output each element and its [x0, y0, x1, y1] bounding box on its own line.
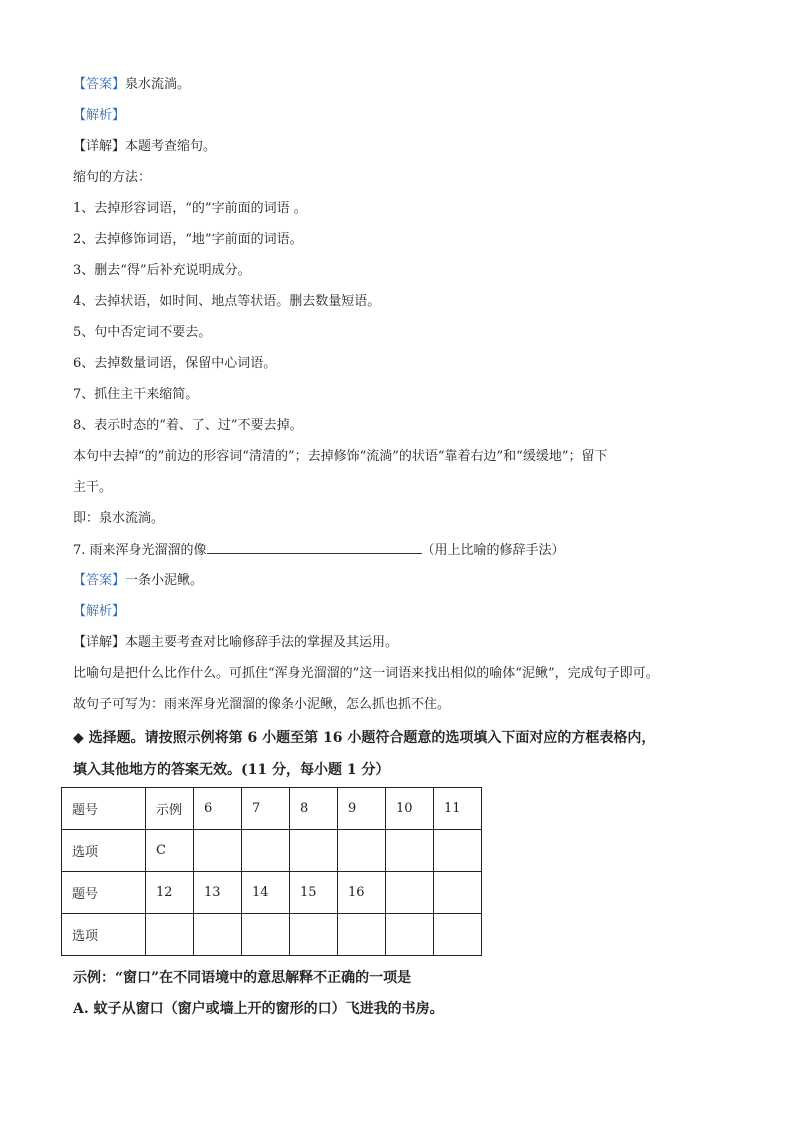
table-cell[interactable]	[242, 830, 290, 872]
table-cell: 8	[290, 788, 338, 830]
table-cell	[434, 872, 482, 914]
table-row	[62, 788, 482, 830]
example-question: 示例：“窗口”在不同语境中的意思解释不正确的一项是	[73, 970, 412, 986]
table-cell: 16	[338, 872, 386, 914]
method-heading: 缩句的方法：	[73, 170, 152, 185]
answer-blank[interactable]	[207, 541, 422, 554]
method-item-1: 1、去掉形容词语，“的”字前面的词语 。	[73, 201, 307, 216]
detail-tag: 【详解】	[73, 635, 126, 650]
table-row	[62, 830, 482, 872]
table-cell: 13	[194, 872, 242, 914]
table-row	[62, 872, 482, 914]
answer-line-2	[73, 572, 203, 590]
option-a: A. 蚊子从窗口（窗户或墙上开的窗形的口）飞进我的书房。	[73, 1001, 444, 1017]
analysis-tag-line-2	[73, 603, 125, 621]
question-7-hint: （用上比喻的修辞手法）	[421, 543, 565, 558]
method-item-5: 5、句中否定词不要去。	[73, 325, 212, 340]
method-item-2: 2、去掉修饰词语，“地”字前面的词语。	[73, 232, 303, 247]
section-heading-2: 填入其他地方的答案无效。(11 分，每小题 1 分）	[73, 762, 390, 778]
explanation-line-2: 主干。	[73, 480, 113, 495]
detail-tag: 【详解】	[73, 139, 126, 154]
table-cell: 10	[386, 788, 434, 830]
method-item-4: 4、去掉状语，如时间、地点等状语。删去数量短语。	[73, 294, 381, 309]
table-cell[interactable]	[434, 914, 482, 956]
detail-line-1	[73, 138, 216, 156]
table-cell: 9	[338, 788, 386, 830]
table-cell[interactable]	[290, 830, 338, 872]
table-cell[interactable]	[290, 914, 338, 956]
answer-line-1	[73, 76, 190, 94]
answer-text: 一条小泥鳅。	[125, 573, 204, 588]
metaphor-example: 故句子可写为：雨来浑身光溜溜的像条小泥鳅，怎么抓也抓不住。	[73, 697, 451, 712]
detail-text: 本题主要考查对比喻修辞手法的掌握及其运用。	[125, 635, 399, 650]
method-item-3: 3、删去“得”后补充说明成分。	[73, 263, 251, 278]
table-cell: 选项	[62, 914, 146, 956]
table-cell: 7	[242, 788, 290, 830]
detail-text: 本题考查缩句。	[125, 139, 217, 154]
explanation-line-1: 本句中去掉“的”前边的形容词“清清的”；去掉修饰“流淌”的状语“靠着右边”和“缓缓地”；留下	[73, 449, 608, 464]
table-cell: 选项	[62, 830, 146, 872]
table-cell[interactable]	[386, 830, 434, 872]
detail-line-2	[73, 634, 398, 652]
table-cell: 示例	[146, 788, 194, 830]
table-cell[interactable]	[146, 914, 194, 956]
table-cell[interactable]	[242, 914, 290, 956]
method-item-7: 7、抓住主干来缩简。	[73, 387, 199, 402]
analysis-tag: 【解析】	[73, 108, 126, 123]
result-line: 即：泉水流淌。	[73, 511, 165, 526]
table-cell[interactable]	[386, 914, 434, 956]
table-cell[interactable]: C	[146, 830, 194, 872]
answer-tag: 【答案】	[73, 573, 126, 588]
table-cell	[386, 872, 434, 914]
table-cell: 6	[194, 788, 242, 830]
table-cell: 11	[434, 788, 482, 830]
analysis-tag: 【解析】	[73, 604, 126, 619]
question-7-text: 7. 雨来浑身光溜溜的像	[73, 543, 207, 558]
table-cell: 14	[242, 872, 290, 914]
table-cell: 12	[146, 872, 194, 914]
table-row	[62, 914, 482, 956]
answer-text: 泉水流淌。	[125, 77, 191, 92]
method-item-8: 8、表示时态的“着、了、过”不要去掉。	[73, 418, 303, 433]
table-cell[interactable]	[338, 914, 386, 956]
answer-grid	[61, 787, 482, 956]
analysis-tag-line-1	[73, 107, 125, 125]
table-cell[interactable]	[194, 830, 242, 872]
section-heading-1: ◆ 选择题。请按照示例将第 6 小题至第 16 小题符合题意的选项填入下面对应的方框表格内，	[73, 730, 656, 746]
answer-tag: 【答案】	[73, 77, 126, 92]
table-cell[interactable]	[194, 914, 242, 956]
table-cell: 题号	[62, 872, 146, 914]
table-cell: 15	[290, 872, 338, 914]
method-item-6: 6、去掉数量词语，保留中心词语。	[73, 356, 277, 371]
metaphor-explanation: 比喻句是把什么比作什么。可抓住“浑身光溜溜的”这一词语来找出相似的喻体“泥鳅”，完成句子即可。	[73, 666, 659, 681]
table-cell[interactable]	[434, 830, 482, 872]
table-cell[interactable]	[338, 830, 386, 872]
table-cell: 题号	[62, 788, 146, 830]
question-7	[73, 541, 565, 560]
